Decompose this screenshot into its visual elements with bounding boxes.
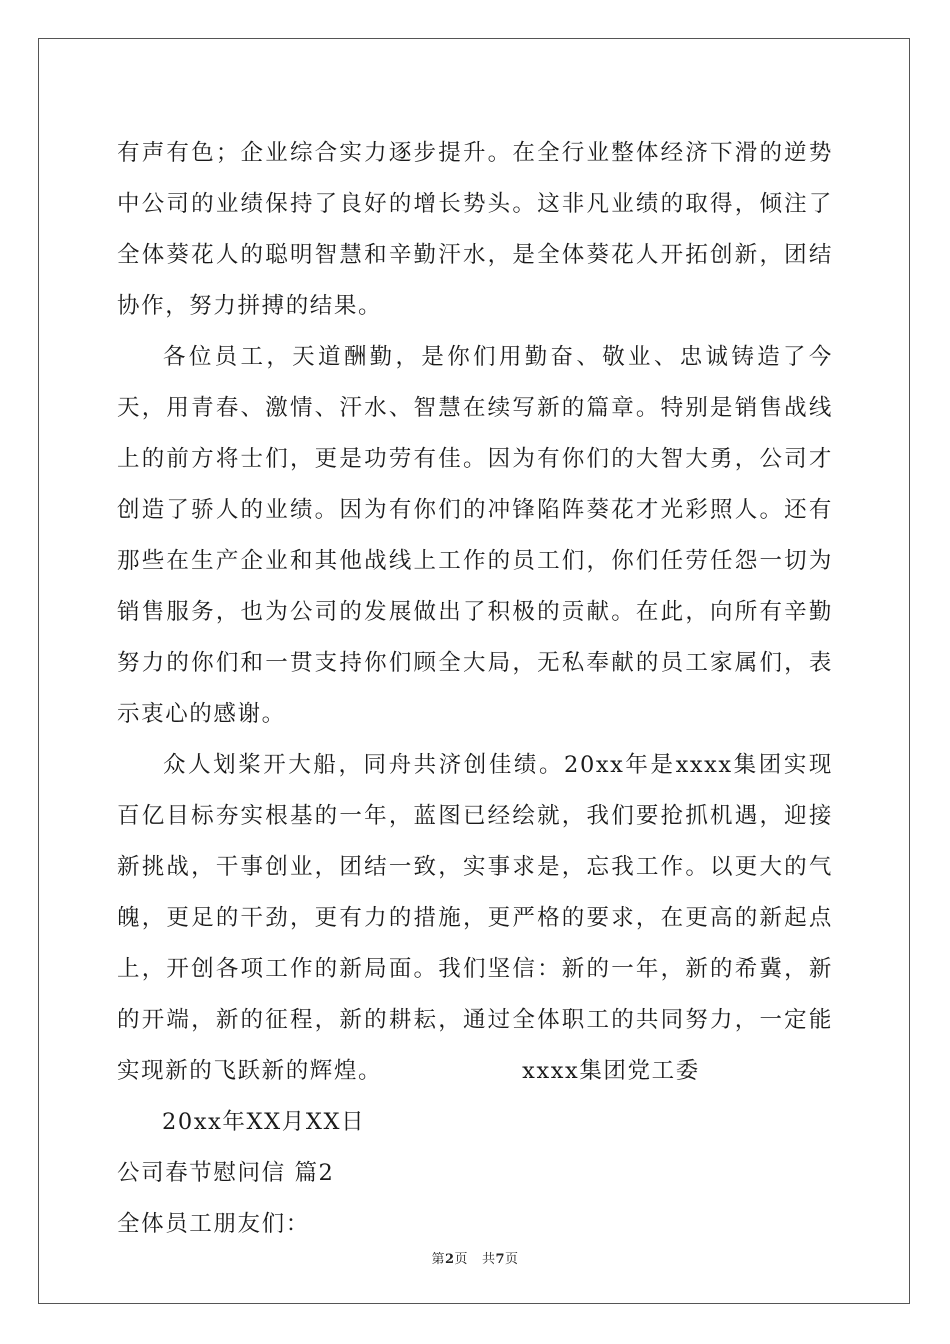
paragraph-outlook <box>117 740 833 1097</box>
total-pages: 7 <box>495 1252 506 1267</box>
section-title: 公司春节慰问信 篇2 <box>117 1160 335 1186</box>
page-footer <box>0 1248 950 1267</box>
document-body <box>117 128 833 1250</box>
page-suffix: 页 <box>454 1252 469 1267</box>
total-suffix: 页 <box>505 1252 519 1267</box>
page-number: 2 <box>444 1252 455 1267</box>
letter-date: 20xx年XX月XX日 <box>162 1109 366 1135</box>
page-prefix: 第 <box>431 1252 445 1267</box>
signature: xxxx集团党工委 <box>522 1058 700 1084</box>
salutation: 全体员工朋友们： <box>117 1211 310 1237</box>
total-prefix: 共 <box>481 1252 496 1267</box>
paragraph-outlook-text: 众人划桨开大船，同舟共济创佳绩。20xx年是xxxx集团实现百亿目标夯实根基的一年，蓝图已经绘就，我们要抢抓机遇，迎接新挑战，干事创业，团结一致，实事求是，忘我工作。以更大的气魄，更足的干劲，更有力的措施，更严格的要求，在更高的新起点上，开创各项工作的新局面。我们坚信：新的一年，新的希冀，新的开端，新的征程，新的耕耘，通过全体职工的共同努力，一定能实现新的飞跃新的辉煌。 <box>117 752 833 1084</box>
paragraph-continued: 有声有色；企业综合实力逐步提升。在全行业整体经济下滑的逆势中公司的业绩保持了良好的增长势头。这非凡业绩的取得，倾注了全体葵花人的聪明智慧和辛勤汗水，是全体葵花人开拓创新，团结协作，努力拼搏的结果。 <box>117 140 833 319</box>
paragraph-employees: 各位员工，天道酬勤，是你们用勤奋、敬业、忠诚铸造了今天，用青春、激情、汗水、智慧在续写新的篇章。特别是销售战线上的前方将士们，更是功劳有佳。因为有你们的大智大勇，公司才创造了骄人的业绩。因为有你们的冲锋陷阵葵花才光彩照人。还有那些在生产企业和其他战线上工作的员工们，你们任劳任怨一切为销售服务，也为公司的发展做出了积极的贡献。在此，向所有辛勤努力的你们和一贯支持你们顾全大局，无私奉献的员工家属们，表示衷心的感谢。 <box>117 344 833 727</box>
